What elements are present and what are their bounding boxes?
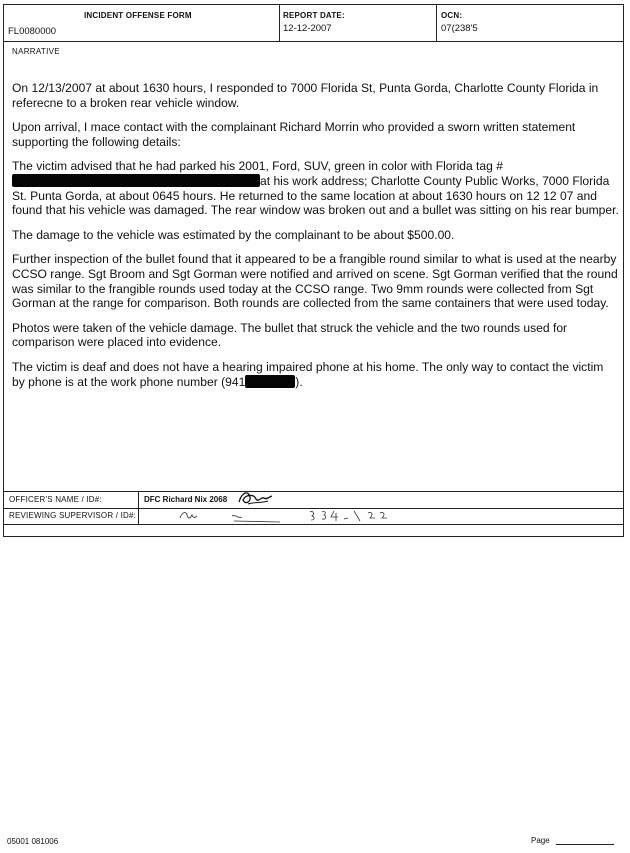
redaction-bar	[12, 174, 260, 187]
narrative-paragraph-3-end: at his work address; Charlotte County Public Works, 7000 Florida St. Punta Gorda, at about 0645 hours. He returned to the same location at about 1630 hours on 12 12 07 and found that his vehicle was damaged. The rear window was broken out and a bullet was sitting on his rear bumper.	[12, 173, 619, 218]
form-title-cell	[4, 5, 280, 41]
reviewer-label: REVIEWING SUPERVISOR / ID#:	[9, 511, 137, 520]
reviewer-signature	[176, 506, 396, 526]
form-code: FL0080000	[8, 26, 57, 37]
row-divider	[138, 508, 139, 524]
reviewer-row	[4, 508, 623, 525]
report-date-value: 12-12-2007	[283, 23, 332, 34]
narrative-text	[12, 81, 619, 399]
narrative-paragraph-7-end: ).	[295, 374, 303, 389]
narrative-paragraph-2: Upon arrival, I mace contact with the complainant Richard Morrin who provided a sworn written statement supporting the following details:	[12, 120, 576, 149]
incident-offense-form	[3, 4, 624, 537]
narrative-paragraph-3	[12, 159, 619, 217]
form-header	[4, 5, 623, 42]
narrative-label: NARRATIVE	[12, 47, 60, 56]
narrative-paragraph-7-start: The victim is deaf and does not have a hearing impaired phone at his home. The only way to contact the victim by phone is at the work phone number (941	[12, 359, 604, 389]
narrative-paragraph-7	[12, 360, 619, 389]
narrative-paragraph-5: Further inspection of the bullet found that it appeared to be a frangible round similar to what is used at the nearby CCSO range. Sgt Broom and Sgt Gorman were notified and arrived on scene. Sgt Gorman verified that the round was similar to the frangible rounds used today at the CCSO range. Two 9mm rounds were collected from Sgt Gorman at the range for comparison. Both rounds are collected from the same containers that were used today.	[12, 252, 618, 311]
narrative-paragraph-6: Photos were taken of the vehicle damage. The bullet that struck the vehicle and the two rounds used for comparison were placed into evidence.	[12, 320, 568, 350]
report-date-cell	[279, 5, 437, 41]
officer-name: DFC Richard Nix 2068	[144, 495, 228, 504]
narrative-paragraph-4: The damage to the vehicle was estimated by the complainant to be about $500.00.	[12, 227, 455, 242]
narrative-paragraph-1: On 12/13/2007 at about 1630 hours, I responded to 7000 Florida St, Punta Gorda, Charlotte County Florida in referecne to a broken rear vehicle window.	[12, 81, 599, 110]
ocn-label: OCN:	[441, 11, 463, 20]
form-footer-code: 05001 081006	[7, 837, 59, 846]
form-title: INCIDENT OFFENSE FORM	[84, 11, 192, 20]
row-divider	[138, 492, 139, 508]
page-label: Page	[531, 836, 550, 845]
phone-redaction-bar	[245, 375, 295, 388]
officer-label: OFFICER'S NAME / ID#:	[9, 495, 102, 504]
report-date-label: REPORT DATE:	[283, 11, 345, 20]
ocn-cell	[437, 5, 623, 41]
narrative-paragraph-3-start: The victim advised that he had parked his 2001, Ford, SUV, green in color with Florida tag #	[12, 159, 503, 174]
page-number-field	[531, 836, 614, 845]
ocn-value: 07(238'5	[441, 23, 478, 34]
page-number-line	[556, 836, 614, 845]
